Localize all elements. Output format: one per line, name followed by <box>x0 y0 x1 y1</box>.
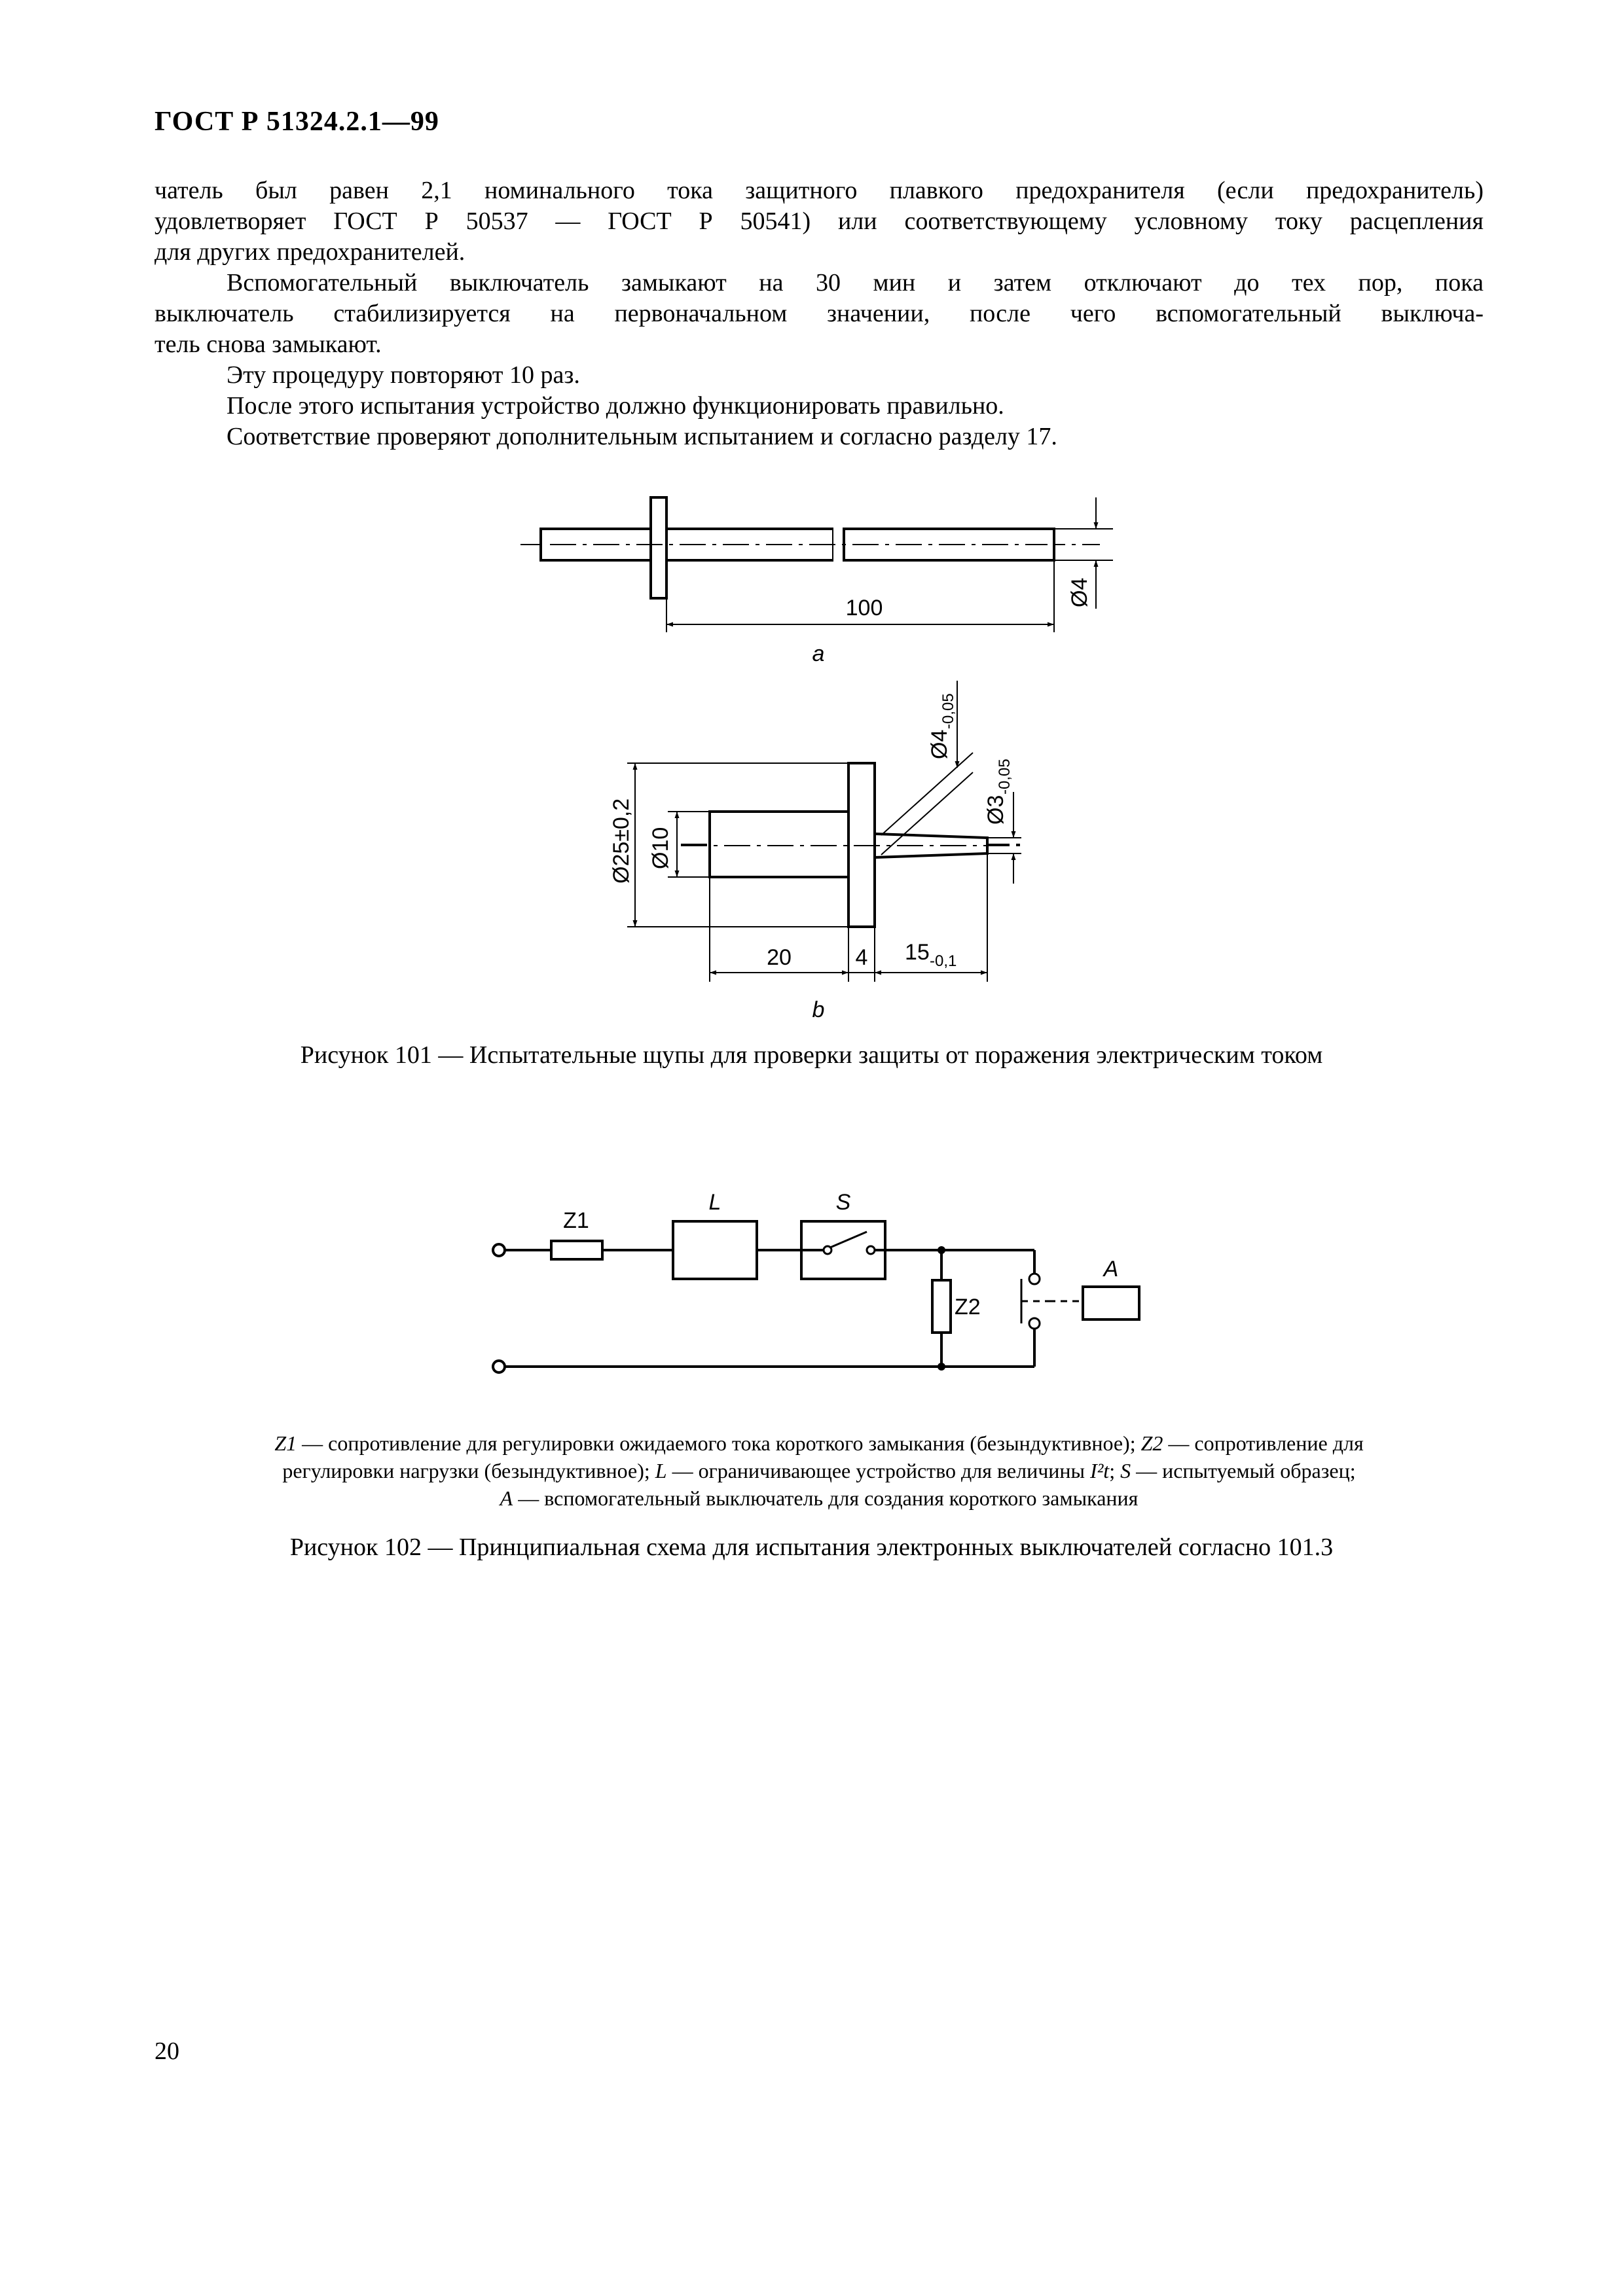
s-label: S <box>835 1190 851 1215</box>
legend-s-symbol: S <box>1120 1459 1131 1482</box>
legend-z1-symbol: Z1 <box>274 1431 297 1455</box>
probe-b-tip-length <box>905 940 957 970</box>
figure-101-caption: Рисунок 101 — Испытательные щупы для проверки защиты от поражения электрическим током <box>300 1041 1323 1069</box>
probe-a-caption-letter: a <box>812 641 825 666</box>
paragraph-1-line-3: для других предохранителей. <box>155 238 465 266</box>
paragraph-1-line-2: удовлетворяет ГОСТ Р 50537 — ГОСТ Р 50541) или соответствующему условному току расцепления <box>155 207 1484 235</box>
resistor-z2 <box>932 1280 951 1333</box>
probe-b-tip-length-label: 15 <box>905 940 930 965</box>
probe-b-tip-large-diameter <box>927 693 957 759</box>
paragraph-2-line-1: Вспомогательный выключатель замыкают на 30 мин и затем отключают до тех пор, пока <box>227 269 1484 296</box>
legend-a-symbol: A <box>500 1486 513 1510</box>
resistor-z1 <box>551 1241 602 1259</box>
probe-b-flange-thickness-label: 4 <box>855 945 868 970</box>
legend-l-symbol: L <box>655 1459 667 1482</box>
paragraph-3-text: Эту процедуру повторяют 10 раз. <box>227 361 580 389</box>
legend-separator: ; <box>1109 1459 1121 1482</box>
probe-b-tip-small-label: Ø3 <box>983 795 1008 825</box>
page-number: 20 <box>155 2037 179 2065</box>
legend-z2-text: — сопротивление для <box>1163 1431 1364 1455</box>
figure-102-caption: Рисунок 102 — Принципиальная схема для испытания электронных выключателей согласно 101.3 <box>289 1534 1334 1561</box>
figure-102-legend <box>155 1429 1484 1512</box>
probe-b-caption-letter: b <box>812 997 825 1022</box>
probe-a-diameter-label: Ø4 <box>1067 577 1092 607</box>
paragraph-1-line-1: чатель был равен 2,1 номинального тока защитного плавкого предохранителя (если предохранитель) <box>155 177 1484 204</box>
probe-b-tip-small-diameter <box>983 759 1013 825</box>
a-label: A <box>1103 1257 1119 1282</box>
legend-line-3 <box>155 1484 1484 1512</box>
z2-label: Z2 <box>955 1295 981 1319</box>
probe-a-length-label: 100 <box>845 596 883 620</box>
probe-b-tip-small-tolerance: -0,05 <box>996 759 1013 795</box>
circuit-diagram <box>493 1221 1139 1372</box>
z1-label: Z1 <box>563 1208 589 1233</box>
terminal-bottom <box>493 1361 505 1372</box>
legend-z2-continuation: регулировки нагрузки (безындуктивное); <box>282 1459 655 1482</box>
legend-line-2 <box>155 1457 1484 1484</box>
paragraph-5-text: Соответствие проверяют дополнительным испытанием и согласно разделу 17. <box>227 423 1057 450</box>
paragraph-4-text: После этого испытания устройство должно функционировать правильно. <box>227 392 1004 420</box>
legend-z1-text: — сопротивление для регулировки ожидаемого тока короткого замыкания (безындуктивное); <box>297 1431 1141 1455</box>
legend-l-text: — ограничивающее устройство для величины <box>666 1459 1091 1482</box>
legend-z2-symbol: Z2 <box>1140 1431 1163 1455</box>
probe-b-drawing <box>627 681 1021 982</box>
l-label: L <box>708 1190 721 1215</box>
paragraph-2-line-3: тель снова замыкают. <box>155 331 382 358</box>
legend-a-text: — вспомогательный выключатель для создания короткого замыкания <box>513 1486 1139 1510</box>
probe-b-tip-length-tolerance: -0,1 <box>930 952 957 970</box>
probe-a-drawing <box>520 497 1113 632</box>
terminal-top <box>493 1244 505 1256</box>
auxiliary-switch-a <box>1083 1287 1139 1319</box>
limiting-device-l <box>673 1221 757 1279</box>
probe-b-tip-large-label: Ø4 <box>927 729 952 759</box>
probe-b-body-length-label: 20 <box>767 945 792 970</box>
document-code-header: ГОСТ Р 51324.2.1—99 <box>155 107 439 137</box>
probe-b-flange-diameter-label: Ø25±0,2 <box>609 798 634 884</box>
probe-b-body-diameter-label: Ø10 <box>648 827 673 869</box>
legend-s-text: — испытуемый образец; <box>1131 1459 1356 1482</box>
paragraph-2-line-2: выключатель стабилизируется на первоначальном значении, после чего вспомогательный выключа- <box>155 300 1484 327</box>
legend-line-1 <box>155 1429 1484 1457</box>
probe-b-tip-large-tolerance: -0,05 <box>939 693 957 729</box>
legend-i2t-symbol: I²t <box>1090 1459 1110 1482</box>
